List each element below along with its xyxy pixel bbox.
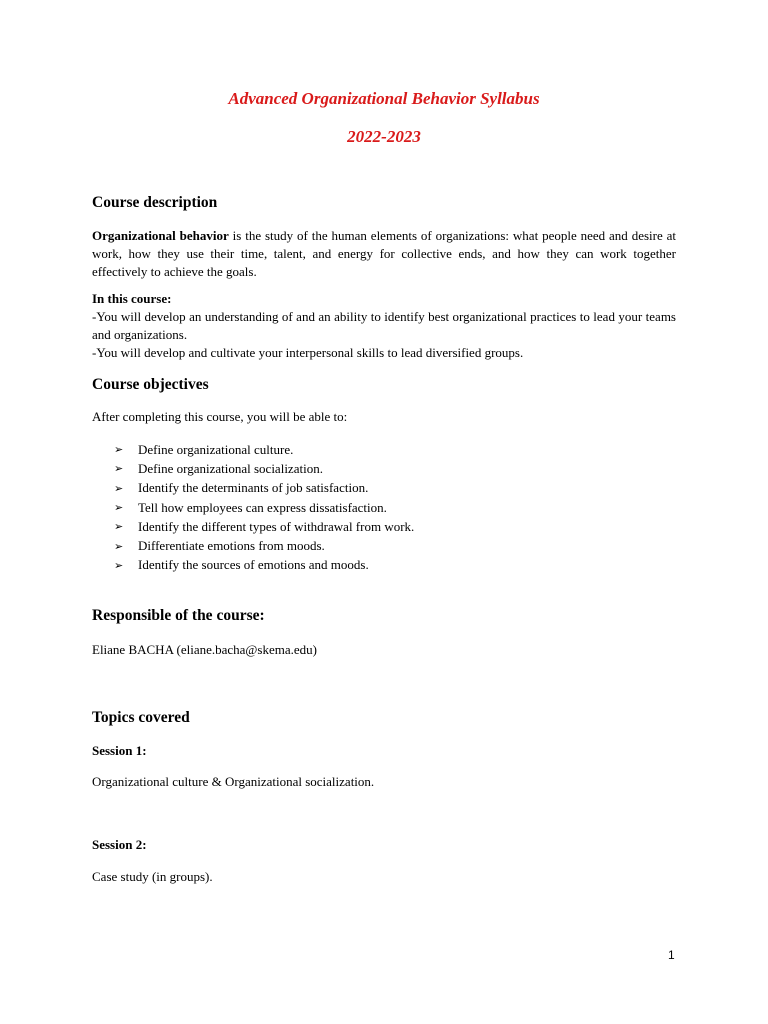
session-2-text: Case study (in groups). [92,869,213,884]
topics-heading: Topics covered [92,709,190,726]
course-description-paragraph [92,227,676,281]
in-this-course-block [92,290,676,362]
arrow-bullet-icon: ➢ [114,521,124,534]
objectives-list [114,440,414,575]
course-point-1: -You will develop an understanding of and an ability to identify best organizational practices to lead your teams and organizations. [92,309,676,342]
arrow-bullet-icon: ➢ [114,444,124,457]
list-item: ➢ Define organizational socialization. [114,460,323,476]
in-this-course-label: In this course: [92,291,172,306]
list-item: ➢ Identify the different types of withdrawal from work. [114,518,415,534]
arrow-bullet-icon: ➢ [114,502,124,515]
responsible-name: Eliane BACHA (eliane.bacha@skema.edu) [92,642,317,657]
session-2-label: Session 2: [92,837,147,852]
arrow-bullet-icon: ➢ [114,540,124,553]
arrow-bullet-icon: ➢ [114,463,124,476]
session-1-label: Session 1: [92,743,147,758]
academic-year: 2022-2023 [347,127,421,146]
arrow-bullet-icon: ➢ [114,559,124,572]
page-number: 1 [668,948,675,962]
course-description-text: is the study of the human elements of organizations: what people need and desire at work, how they use their time, talent, and energy for collective ends, and how they can work together effectively to achieve the goals. [92,228,676,279]
responsible-heading: Responsible of the course: [92,607,265,624]
session-1-text: Organizational culture & Organizational socialization. [92,774,375,789]
arrow-bullet-icon: ➢ [114,482,124,495]
list-item: ➢ Identify the sources of emotions and moods. [114,557,369,573]
list-item: ➢ Tell how employees can express dissatisfaction. [114,499,387,515]
document-title: Advanced Organizational Behavior Syllabus [228,89,540,108]
list-item: ➢ Differentiate emotions from moods. [114,538,325,554]
course-objectives-heading: Course objectives [92,376,209,393]
objectives-intro: After completing this course, you will be able to: [92,409,348,424]
course-point-2: -You will develop and cultivate your interpersonal skills to lead diversified groups. [92,345,524,360]
list-item: ➢ Identify the determinants of job satisfaction. [114,480,369,496]
list-item: ➢ Define organizational culture. [114,441,294,457]
organizational-behavior-term: Organizational behavior [92,228,229,243]
course-description-heading: Course description [92,194,218,211]
